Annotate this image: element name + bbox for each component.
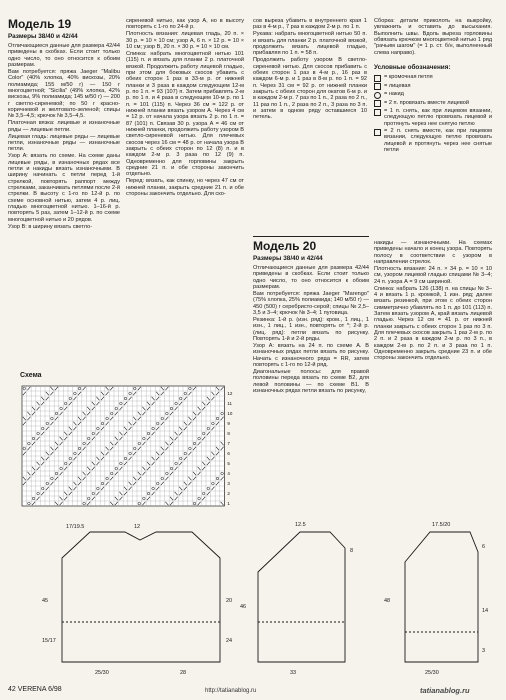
legend: [374, 74, 492, 153]
model19-text: сиреневой нитью, как узор А, но в высоту повторять с 1-го по 24-й р.: [126, 18, 244, 31]
svg-text:25/30: 25/30: [425, 670, 439, 676]
chart-row-label: 3: [227, 481, 230, 486]
model20-text: Плотность вязания: 24 п. × 34 р. = 10 × 10 см, узором лицевой гладью спицами № 3–4; 24 п. узора А = 9 см шириной.: [374, 265, 492, 285]
chart-row-label: 8: [227, 431, 230, 436]
svg-text:12: 12: [134, 524, 141, 530]
model19-text: Перед: вязать, как спинку, но через 47 см от нижней планки, закрыть средние 21 п. и обе стороны закончить отдельно. Для ско-: [126, 178, 244, 198]
model19-text: Рукава: набрать многоцветной нитью 50 п. и вязать для планки 2 р. платочной вязкой, продолжить вязать лицевой гладью, прибавляя по 1 п. = 58 п.: [253, 31, 367, 57]
model20-column-a: [253, 240, 369, 395]
model19-column-3: [253, 18, 367, 121]
svg-text:17.5/20: 17.5/20: [432, 522, 451, 528]
svg-text:33: 33: [290, 670, 297, 676]
chart-row-label: 6: [227, 451, 230, 456]
svg-text:15/17: 15/17: [42, 638, 56, 644]
schematic-front: [258, 532, 345, 662]
model20-title: Модель 20: [253, 239, 317, 253]
legend-title: Условные обозначения:: [374, 64, 451, 72]
model20-text: Вам потребуется: пряжа Jaeger "Marengo" (75% хлопка, 25% полиамида; 140 м/50 г) — 450 (500) г серебристо-серой; спицы № 2,5–3,5 и 3–4; крючок № 3–4; 1 пуговица.: [253, 290, 369, 316]
chart-title: Схема: [20, 372, 42, 379]
svg-text:3: 3: [482, 648, 486, 654]
model19-sizes: Размеры 38/40 и 42/44: [8, 33, 78, 40]
model20-column-b: [374, 240, 492, 362]
yarn-over-symbol-icon: [374, 92, 381, 99]
model19-text: Сборка: детали приколоть на выкройку, увлажнить и оставить до высыхания. Выполнить швы. Вдоль выреза горловины обвязать крючком многоцветной нитью 1 ряд "рачьим шагом" (= 1 р. ст. б/н, выполненный слева направо).: [374, 18, 492, 56]
schematic-sleeve-labels: [384, 522, 488, 676]
chart-grid: [22, 386, 224, 506]
model20-text: Узор А: вязать на 24 п. по схеме А. В изнаночных рядах петли вязать по рисунку. Начать с изнаночного ряда = RR, затем повторять с 1-го по 12-й ряд.: [253, 342, 369, 368]
svg-text:14: 14: [482, 608, 489, 614]
svg-text:46: 46: [240, 604, 247, 610]
legend-item: = 2 п. провязать вместе лицевой: [374, 100, 492, 108]
chart-row-label: 11: [227, 401, 233, 406]
schematic-front-labels: [240, 522, 353, 676]
svg-text:45: 45: [42, 598, 49, 604]
legend-item: = накид: [374, 91, 492, 99]
model20-divider: [253, 236, 369, 237]
chart-row-label: 10: [227, 411, 233, 416]
model20-text: накиды — изнаночными. На схемах приведены начало и конец узора. Повторять полосу в соответствии с узором в направлении стрелок.: [374, 240, 492, 266]
svg-text:12.5: 12.5: [295, 522, 306, 528]
model20-text: Спинка: набрать 126 (138) п. на спицы № 3–4 и вязать 1 р. кромкой, 1 изн. ряд; далее вязать резинкой, при этом с обеих сторон симметрично убавлять по 1 п. до 101 (113) п. Затем вязать узором А, край вязать лицевой гладью. Через 12 см = 41 р. от нижней планки закрыть с обеих сторон 1 раз по 3 п. Для плечевых скосов закрыть 1 раз 2-м р. по 2 п. и 2 раза в каждом 2-м р. по 3 п., в каждом 2-м р. по 2 п. и 3 раза по 1 п. Одновременно закрыть средние 23 п. и обе стороны закончить отдельно.: [374, 285, 492, 362]
legend-item: = 1 п. снять, как при лицевом вязании, следующую петлю провязать лицевой и протянуть через нее снятую петлю: [374, 108, 492, 127]
model19-text: Лицевая гладь: лицевые ряды — лицевые петли, изнаночные ряды — изнаночные петли.: [8, 133, 120, 153]
svg-text:48: 48: [384, 598, 391, 604]
chart-row-label: 4: [227, 471, 230, 476]
chart-row-label: 5: [227, 461, 230, 466]
schematic-back-labels: [42, 524, 232, 676]
chart-row-label: 2: [227, 491, 230, 496]
model20-text: Отличающиеся данные для размера 42/44 приведены в скобках. Если стоит только одно число, то оно относится к обоим размерам.: [253, 265, 369, 291]
model19-text: Отличающиеся данные для размера 42/44 приведены в скобках. Если стоит только одно число, то оно относится к обоим размерам.: [8, 43, 120, 69]
page-footer-issue: 42 VERENA 6/98: [8, 686, 62, 693]
svg-text:20: 20: [226, 598, 233, 604]
svg-text:6: 6: [482, 544, 486, 550]
legend-item: = кромочная петля: [374, 74, 492, 82]
chart-row-label: 7: [227, 441, 230, 446]
svg-text:8: 8: [350, 548, 354, 554]
legend-item: = лицевая: [374, 83, 492, 91]
chart-row-label: 9: [227, 421, 230, 426]
svg-text:25/30: 25/30: [95, 670, 109, 676]
model19-column-1: [8, 18, 120, 231]
svg-text:28: 28: [180, 670, 187, 676]
model20-text: Диагональные полосы: для правой половины переда вязать по схеме В2, для левой половины — по схеме В1. В изнаночных рядах петли вязать по рисунку,: [253, 368, 369, 394]
chart-row-label: 12: [227, 391, 233, 396]
model19-column-4: [374, 18, 492, 154]
model19-text: Спинка: набрать многоцветной нитью 101 (115) п. и вязать для планки 2 р. платочной вязкой. Продолжить работу лицевой гладью, при этом для боковых скосов убавить с обеих сторон 1 раз в 33-м р. от нижней планки и 3 раза в каждом следующем 12-м р. по 1 п. = 93 (107) п. Затем прибавлять 2-м р. по 1 п. и 4 раза в следующем 10-м р. по 1 п. = 101 (115) п. Через 36 см = 122 р. от нижней планки вязать узором А. Через 4 см = 12 р. от начала узора вязать 2 р. по 1 п. = 87 (101) п. Связав 30 р. узора А = 46 см от нижней планки, продолжить работу узором В светло-сиреневой нитью. Для плечевых скосов через 16 см = 48 р. от начала узора В закрыть с обеих сторон по 12 (8) п. и в каждом 2-м р. 3 раза по 12 (9) п. Одновременно для горловины закрыть средние 21 п. и обе стороны закончить отдельно.: [126, 50, 244, 178]
schematic-sleeve: [405, 532, 478, 662]
double-decrease-symbol-icon: [374, 129, 381, 136]
model19-text: Продолжить работу узором В светло-сиреневой нитью. Для скосов прибавить с обеих сторон 1 раз в 4-м р., 16 раз в каждом 6-м р. и 1 раз в 8-м р. по 1 п. = 92 п. Через 31 см = 92 р. от нижней планки закрыть с обеих сторон для окатов 6-м р. и в каждом 2-м р. 7 раз по 1 п., 2 раза по 2 п., 11 раз по 1 п., 2 раза по 2 п., 3 раза по 3 п. и затем в одном ряду оставшиеся 10 петель.: [253, 57, 367, 121]
knit-stitch-symbol-icon: [374, 83, 381, 90]
knitting-chart: [18, 382, 240, 512]
svg-text:24: 24: [226, 638, 233, 644]
source-url: http://tatianablog.ru: [205, 688, 257, 694]
model19-text: Узор В: в ширину вязать светло-: [8, 223, 93, 230]
chart-row-labels: [227, 391, 233, 506]
schematic-back: [62, 532, 220, 662]
edge-stitch-symbol-icon: [374, 75, 381, 82]
model20-text: Резинка: 1-й р. (изн. ряд): кром., 1 лиц., 1 изн., 1 лиц., 1 изн., повторять от *; 2-й р. (лиц. ряд): петли вязать по рисунку. Повторять 1-й и 2-й ряды.: [253, 316, 369, 342]
svg-text:17/19.5: 17/19.5: [66, 524, 85, 530]
chart-row-label: 1: [227, 501, 230, 506]
garment-schematics: [0, 512, 506, 692]
model19-text: сов выреза убавить в внутреннего края 1 раз в 4-м р., 7 раз в каждом 2-м р. по 1 п.: [253, 18, 367, 31]
model19-title: Модель 19: [8, 17, 72, 31]
k2tog-symbol-icon: [374, 100, 381, 107]
model20-sizes: Размеры 38/40 и 42/44: [253, 255, 323, 262]
watermark-logo: tatianablog.ru: [420, 686, 470, 695]
legend-item: = 2 п. снять вместе, как при лицевом вязании, следующую петлю провязать лицевой и протянуть через нее снятые петли: [374, 128, 492, 153]
model19-text: Плотность вязания: лицевая гладь, 20 п. × 30 р. = 10 × 10 см; узор А, 6 п. × 12 р. = 10 × 10 см; узор В, 20 п. × 30 р. = 10 × 10 см.: [126, 31, 244, 50]
model19-text: Платочная вязка: лицевые и изнаночные ряды — лицевые петли.: [8, 120, 120, 133]
model19-text: Вам потребуется: пряжа Jaeger "Malibu Color" (40% хлопка, 40% вискозы, 20% полиамида; 155 м/50 г) — 150 г многоцветной; "Sicilia" (49% хлопка, 42% вискозы, 9% полиамида; 145 м/50 г) — 200 г светло-сиреневой; по 50 г красно-коричневой и желтовато-зеленой; спицы № 3,5–4,5; крючок № 3,5–4,5.: [8, 68, 120, 120]
ssk-symbol-icon: [374, 109, 381, 116]
model19-text: Узор А: вязать по схеме. На схеме даны лицевые ряды, в изнаночных рядах все петли и накиды вязать изнаночными. В ширину начинать с петли перед 1-й стрелкой, повторять раппорт между стрелками, заканчивать петлями после 2-й стрелки. В высоту с 1-го по 12-й р. по схеме основной нитью, затем 4 р. лиц. гладью многоцветной нитью. 1–16-й р. повторять 5 раз, затем 1–12-й р. по схеме многоцветной нитью и 20 рядов.: [8, 153, 121, 223]
model19-column-2: [126, 18, 244, 198]
